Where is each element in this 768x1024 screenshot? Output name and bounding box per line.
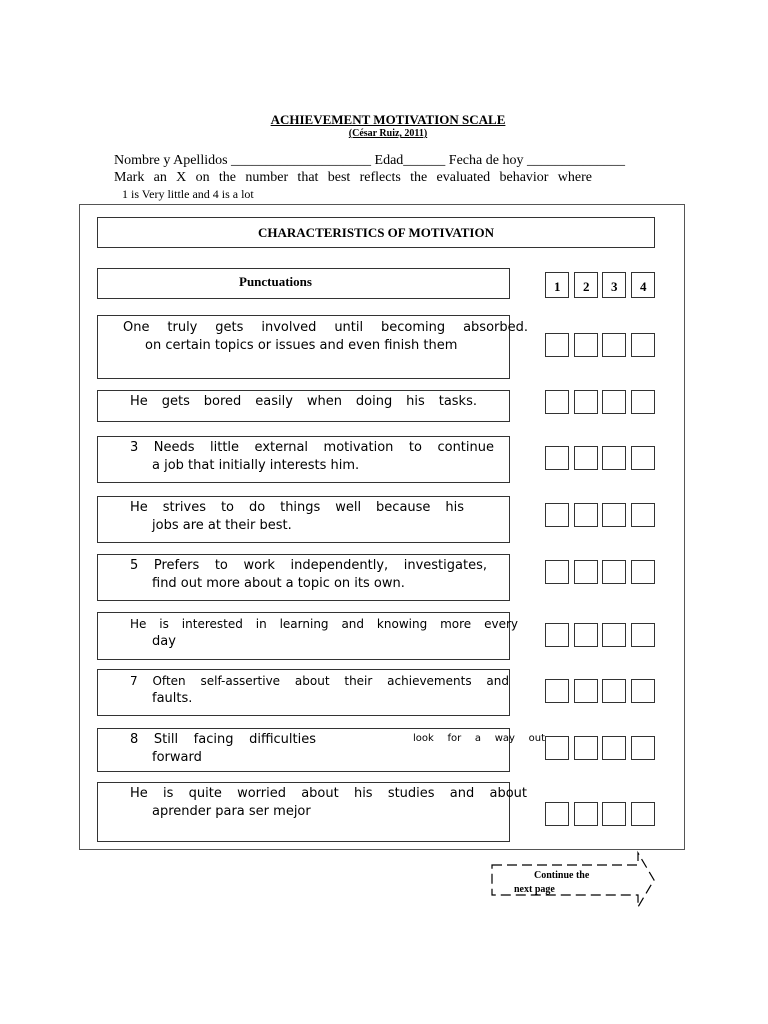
item-9-line2: aprender para ser mejor [152,804,311,819]
item-2-score-3-checkbox[interactable] [602,390,626,414]
item-1-score-3-checkbox[interactable] [602,333,626,357]
scale-header-3: 3 [602,272,626,298]
item-2 [97,390,510,422]
item-9-score-2-checkbox[interactable] [574,802,598,826]
continue-line1: Continue the [534,870,590,881]
item-8-line1b: look for a way out [413,733,545,744]
item-6-line1: He is interested in learning and knowing more every [130,617,518,631]
item-6-line2: day [152,634,176,649]
item-8-score-3-checkbox[interactable] [602,736,626,760]
item-9-score-1-checkbox[interactable] [545,802,569,826]
scale-header-1: 1 [545,272,569,298]
item-8-score-4-checkbox[interactable] [631,736,655,760]
item-3-score-2-checkbox[interactable] [574,446,598,470]
item-5-score-2-checkbox[interactable] [574,560,598,584]
item-1-score-4-checkbox[interactable] [631,333,655,357]
item-5 [97,554,510,601]
item-1 [97,315,528,379]
item-8-line1: 8 Still facing difficulties [130,732,316,747]
item-6-score-2-checkbox[interactable] [574,623,598,647]
item-3-score-3-checkbox[interactable] [602,446,626,470]
item-9-line1: He is quite worried about his studies and about [130,786,527,801]
scale-note: 1 is Very little and 4 is a lot [122,187,254,201]
item-8-line2: forward [152,750,202,765]
item-1-line2: on certain topics or issues and even finish them [145,338,458,353]
item-8-score-1-checkbox[interactable] [545,736,569,760]
item-3-score-4-checkbox[interactable] [631,446,655,470]
instruction-text: Mark an X on the number that best reflects the evaluated behavior where [114,170,592,185]
scale-header-4: 4 [631,272,655,298]
item-9-score-4-checkbox[interactable] [631,802,655,826]
item-5-score-3-checkbox[interactable] [602,560,626,584]
item-7 [97,669,510,716]
item-2-score-2-checkbox[interactable] [574,390,598,414]
item-5-line2: find out more about a topic on its own. [152,576,405,591]
continue-line2: next page [514,884,555,895]
item-4-line2: jobs are at their best. [152,518,292,533]
scale-header-2: 2 [574,272,598,298]
item-2-score-1-checkbox[interactable] [545,390,569,414]
item-6-score-3-checkbox[interactable] [602,623,626,647]
punctuations-label: Punctuations [239,274,312,289]
item-3-line1: 3 Needs little external motivation to continue [130,440,494,455]
name-age-date-line: Nombre y Apellidos ____________________ Edad______ Fecha de hoy ______________ [114,153,625,168]
item-3-line2: a job that initially interests him. [152,458,360,473]
characteristics-header: CHARACTERISTICS OF MOTIVATION [97,217,655,248]
item-4-line1: He strives to do things well because his [130,500,464,515]
item-7-score-2-checkbox[interactable] [574,679,598,703]
item-2-score-4-checkbox[interactable] [631,390,655,414]
item-1-score-2-checkbox[interactable] [574,333,598,357]
item-9-score-3-checkbox[interactable] [602,802,626,826]
item-2-line1: He gets bored easily when doing his tasks. [130,394,477,409]
item-6-score-4-checkbox[interactable] [631,623,655,647]
item-1-line1: One truly gets involved until becoming absorbed. [123,320,528,335]
item-6-score-1-checkbox[interactable] [545,623,569,647]
item-7-line1: 7 Often self-assertive about their achievements and [130,674,509,688]
item-7-line2: faults. [152,691,193,706]
item-5-score-1-checkbox[interactable] [545,560,569,584]
item-5-score-4-checkbox[interactable] [631,560,655,584]
item-1-score-1-checkbox[interactable] [545,333,569,357]
item-3 [97,436,510,483]
author-citation: (César Ruiz, 2011) [348,128,428,139]
item-3-score-1-checkbox[interactable] [545,446,569,470]
punctuations-header [97,268,510,299]
item-9 [97,782,527,842]
item-6 [97,612,518,660]
page-title: ACHIEVEMENT MOTIVATION SCALE [270,112,506,127]
item-4-score-2-checkbox[interactable] [574,503,598,527]
item-8-score-2-checkbox[interactable] [574,736,598,760]
continue-next-page-label [514,869,589,897]
item-4 [97,496,510,543]
item-8 [97,728,545,772]
item-4-score-4-checkbox[interactable] [631,503,655,527]
item-7-score-1-checkbox[interactable] [545,679,569,703]
item-7-score-4-checkbox[interactable] [631,679,655,703]
item-4-score-3-checkbox[interactable] [602,503,626,527]
item-5-line1: 5 Prefers to work independently, investigates, [130,558,487,573]
item-4-score-1-checkbox[interactable] [545,503,569,527]
item-7-score-3-checkbox[interactable] [602,679,626,703]
